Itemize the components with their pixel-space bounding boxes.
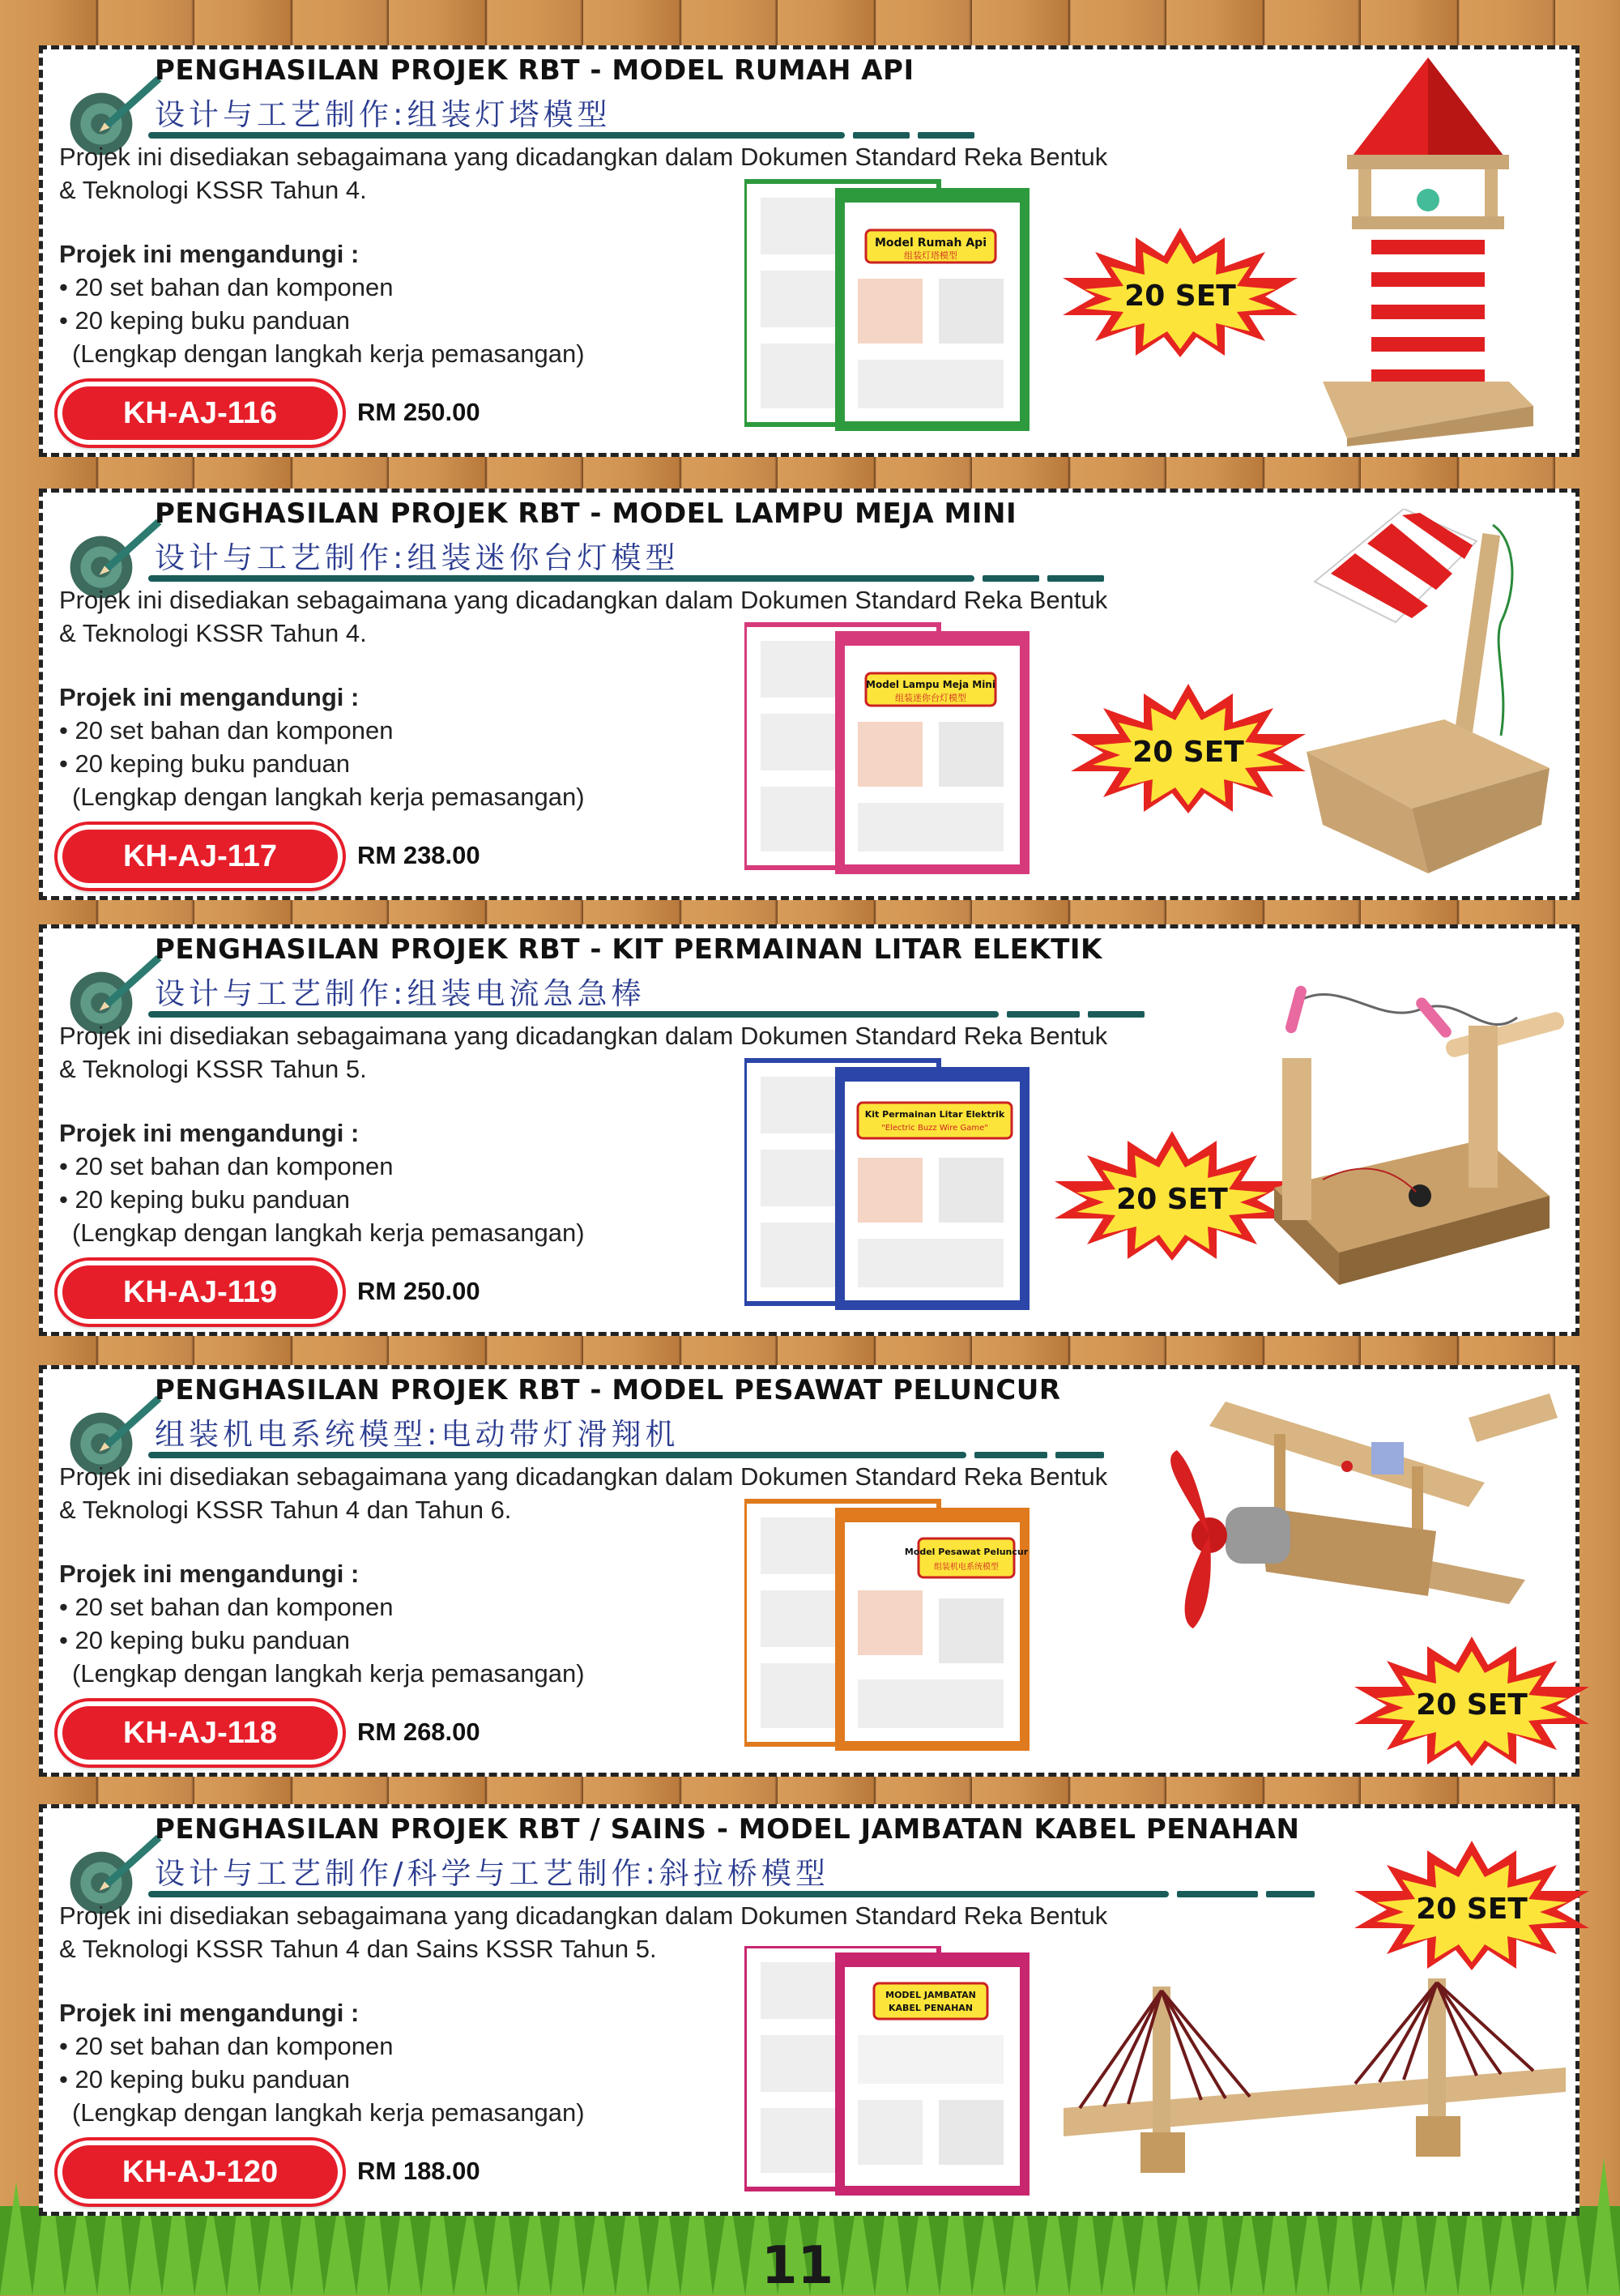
set-count-burst — [1059, 228, 1302, 357]
contents-item: • 20 keping buku panduan — [59, 1185, 351, 1214]
contents-item: (Lengkap dengan langkah kerja pemasangan) — [72, 339, 585, 368]
cable-stayed-bridge-photo — [1064, 1970, 1566, 2181]
description-line-1: Projek ini disediakan sebagaimana yang dicadangkan dalam Dokumen Standard Reka Bentuk — [59, 586, 1108, 614]
title-rule-dash — [1177, 1891, 1258, 1897]
contents-list — [59, 1557, 585, 1690]
product-title: PENGHASILAN PROJEK RBT / SAINS - MODEL JAMBATAN KABEL PENAHAN — [155, 1813, 1300, 1846]
product-code-badge: KH-AJ-117 — [58, 825, 343, 888]
contents-item: • 20 keping buku panduan — [59, 2065, 351, 2093]
product-panel-1 — [39, 45, 1580, 457]
title-rule — [148, 1011, 999, 1018]
product-price: RM 188.00 — [357, 2157, 480, 2185]
description-line-2: & Teknologi KSSR Tahun 4 dan Tahun 6. — [59, 1496, 512, 1524]
contents-item: • 20 keping buku panduan — [59, 1626, 351, 1654]
description-line-1: Projek ini disediakan sebagaimana yang dicadangkan dalam Dokumen Standard Reka Bentuk — [59, 1462, 1108, 1491]
product-description — [59, 583, 1242, 650]
description-line-2: & Teknologi KSSR Tahun 4. — [59, 176, 367, 204]
product-price: RM 268.00 — [357, 1718, 480, 1746]
product-panel-4 — [39, 1365, 1580, 1777]
set-count-text: 20 SET — [1116, 1183, 1228, 1216]
contents-heading: Projek ini mengandungi : — [59, 240, 360, 268]
product-subtitle: 设计与工艺制作/科学与工艺制作:斜拉桥模型 — [155, 1856, 829, 1891]
book-title-text: Model Pesawat Peluncur — [904, 1547, 1029, 1557]
product-subtitle: 组装机电系统模型:电动带灯滑翔机 — [155, 1417, 680, 1452]
product-description — [59, 140, 1242, 207]
title-rule — [148, 1891, 1169, 1897]
description-line-1: Projek ini disediakan sebagaimana yang dicadangkan dalam Dokumen Standard Reka Bentuk — [59, 1901, 1108, 1930]
set-count-text: 20 SET — [1416, 1688, 1528, 1722]
set-count-burst — [1350, 1841, 1593, 1970]
product-panel-5 — [39, 1804, 1580, 2216]
product-subtitle: 设计与工艺制作:组装电流急急棒 — [155, 976, 646, 1011]
contents-heading: Projek ini mengandungi : — [59, 683, 360, 711]
contents-list — [59, 1116, 585, 1249]
guide-book-image — [744, 179, 1036, 435]
set-count-text: 20 SET — [1416, 1893, 1528, 1926]
product-title: PENGHASILAN PROJEK RBT - MODEL PESAWAT PELUNCUR — [155, 1374, 1061, 1406]
product-description — [59, 1899, 1242, 1965]
book-title-text: Model Lampu Meja Mini — [866, 679, 995, 690]
product-code-badge: KH-AJ-119 — [58, 1261, 343, 1324]
book-subtitle-text: "Electric Buzz Wire Game" — [881, 1124, 988, 1133]
set-count-burst — [1067, 684, 1310, 813]
contents-heading: Projek ini mengandungi : — [59, 1999, 360, 2027]
product-title: PENGHASILAN PROJEK RBT - KIT PERMAINAN LITAR ELEKTIK — [155, 933, 1102, 966]
guide-book-image — [744, 1058, 1036, 1314]
title-rule-dash — [974, 1452, 1047, 1458]
contents-item: • 20 set bahan dan komponen — [59, 1152, 394, 1180]
contents-item: (Lengkap dengan langkah kerja pemasangan) — [72, 1659, 585, 1688]
contents-item: (Lengkap dengan langkah kerja pemasangan) — [72, 2098, 585, 2127]
contents-heading: Projek ini mengandungi : — [59, 1560, 360, 1588]
description-line-2: & Teknologi KSSR Tahun 4 dan Sains KSSR Tahun 5. — [59, 1935, 657, 1963]
lighthouse-model-photo — [1323, 58, 1533, 446]
contents-item: • 20 keping buku panduan — [59, 306, 351, 335]
set-count-text: 20 SET — [1124, 280, 1236, 313]
product-subtitle: 设计与工艺制作:组装迷你台灯模型 — [155, 540, 680, 575]
product-description — [59, 1460, 1242, 1526]
title-rule — [148, 132, 845, 139]
description-line-2: & Teknologi KSSR Tahun 4. — [59, 619, 367, 647]
book-subtitle-text: 组装机电系统模型 — [934, 1563, 999, 1572]
contents-list — [59, 681, 585, 813]
product-code-badge: KH-AJ-116 — [58, 382, 343, 445]
title-rule-dash — [918, 132, 974, 139]
page-number: 11 — [761, 2236, 834, 2296]
contents-item: • 20 set bahan dan komponen — [59, 716, 394, 745]
book-subtitle-text: 组装灯塔模型 — [904, 250, 957, 261]
contents-item: • 20 set bahan dan komponen — [59, 273, 394, 301]
product-price: RM 250.00 — [357, 398, 480, 426]
title-rule — [148, 575, 974, 582]
book-subtitle-text: 组装迷你台灯模型 — [895, 693, 966, 703]
description-line-2: & Teknologi KSSR Tahun 5. — [59, 1055, 367, 1083]
book-title-text-2: KABEL PENAHAN — [889, 2003, 973, 2013]
guide-book-image — [744, 1946, 1036, 2197]
contents-item: (Lengkap dengan langkah kerja pemasangan) — [72, 783, 585, 811]
description-line-1: Projek ini disediakan sebagaimana yang dicadangkan dalam Dokumen Standard Reka Bentuk — [59, 1022, 1108, 1050]
title-rule-dash — [1055, 1452, 1104, 1458]
contents-heading: Projek ini mengandungi : — [59, 1119, 360, 1147]
product-subtitle: 设计与工艺制作:组装灯塔模型 — [155, 97, 612, 132]
guide-book-image — [744, 622, 1036, 878]
book-title-text: Model Rumah Api — [874, 237, 987, 250]
contents-list — [59, 237, 585, 370]
glider-plane-model-photo — [1145, 1385, 1566, 1709]
product-code-badge: KH-AJ-118 — [58, 1701, 343, 1765]
product-price: RM 238.00 — [357, 841, 480, 869]
product-price: RM 250.00 — [357, 1277, 480, 1305]
product-title: PENGHASILAN PROJEK RBT - MODEL RUMAH API — [155, 54, 914, 87]
contents-list — [59, 1996, 585, 2129]
title-rule-dash — [1047, 575, 1104, 582]
title-rule-dash — [1266, 1891, 1315, 1897]
guide-book-image — [744, 1499, 1036, 1755]
product-panel-3 — [39, 924, 1580, 1336]
buzz-wire-game-photo — [1242, 977, 1566, 1325]
title-rule — [148, 1452, 966, 1458]
contents-item: • 20 set bahan dan komponen — [59, 2032, 394, 2060]
contents-item: (Lengkap dengan langkah kerja pemasangan) — [72, 1218, 585, 1247]
book-title-text: Kit Permainan Litar Elektrik — [864, 1109, 1005, 1120]
book-title-text: MODEL JAMBATAN — [885, 1990, 976, 2000]
contents-item: • 20 set bahan dan komponen — [59, 1593, 394, 1621]
set-count-text: 20 SET — [1132, 736, 1244, 769]
title-rule-dash — [1007, 1011, 1080, 1018]
product-panel-2 — [39, 489, 1580, 900]
contents-item: • 20 keping buku panduan — [59, 749, 351, 778]
product-title: PENGHASILAN PROJEK RBT - MODEL LAMPU MEJA MINI — [155, 497, 1017, 530]
title-rule-dash — [853, 132, 910, 139]
product-description — [59, 1019, 1242, 1086]
product-code-badge: KH-AJ-120 — [58, 2140, 343, 2204]
title-rule-dash — [1088, 1011, 1145, 1018]
desk-lamp-model-photo — [1307, 509, 1550, 881]
title-rule-dash — [983, 575, 1039, 582]
description-line-1: Projek ini disediakan sebagaimana yang dicadangkan dalam Dokumen Standard Reka Bentuk — [59, 143, 1108, 171]
